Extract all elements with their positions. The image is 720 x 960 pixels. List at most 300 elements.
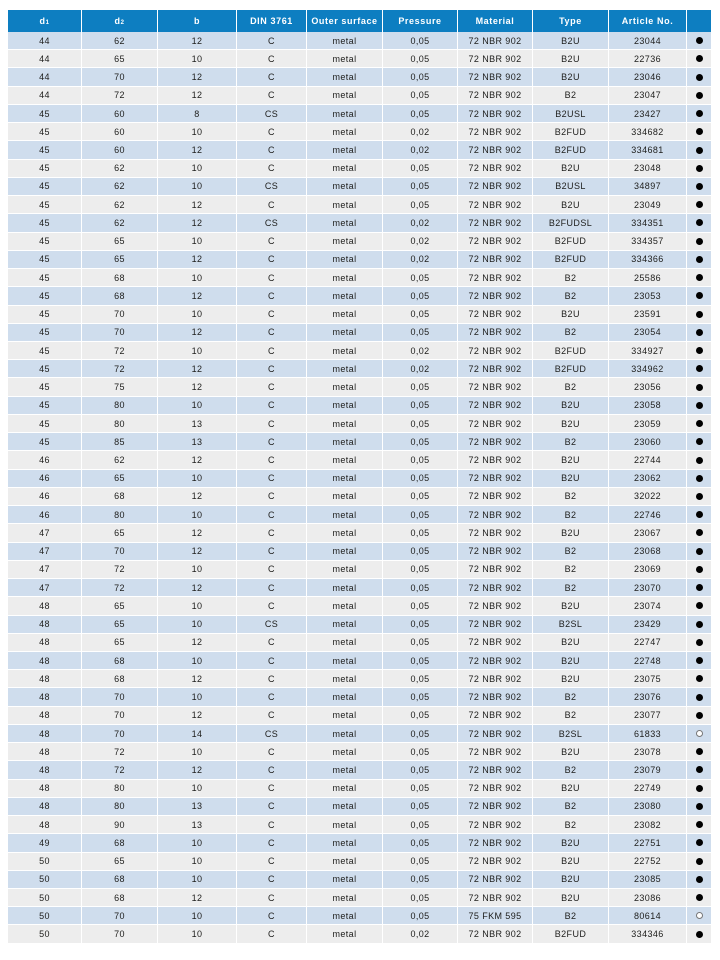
cell-outer-surface: metal — [307, 652, 383, 669]
cell-pressure: 0,05 — [383, 543, 458, 560]
cell-d1: 45 — [8, 233, 82, 250]
cell-article-no: 22751 — [609, 834, 687, 851]
cell-outer-surface: metal — [307, 178, 383, 195]
cell-pressure: 0,05 — [383, 378, 458, 395]
cell-article-no: 23076 — [609, 688, 687, 705]
cell-outer-surface: metal — [307, 141, 383, 158]
cell-pressure: 0,05 — [383, 397, 458, 414]
cell-d2: 60 — [82, 105, 158, 122]
availability-dot-filled-icon — [696, 675, 703, 682]
cell-pressure: 0,05 — [383, 433, 458, 450]
cell-d2: 65 — [82, 470, 158, 487]
cell-type: B2FUDSL — [533, 214, 609, 231]
cell-article-no: 23085 — [609, 871, 687, 888]
cell-din-3761: C — [237, 670, 307, 687]
cell-d1: 50 — [8, 853, 82, 870]
cell-outer-surface: metal — [307, 105, 383, 122]
cell-material: 72 NBR 902 — [458, 506, 533, 523]
cell-type: B2FUD — [533, 251, 609, 268]
cell-material: 72 NBR 902 — [458, 670, 533, 687]
cell-availability — [687, 871, 711, 888]
cell-outer-surface: metal — [307, 798, 383, 815]
cell-material: 72 NBR 902 — [458, 178, 533, 195]
column-header-outer-surface: Outer surface — [307, 10, 383, 32]
column-header-din-3761: DIN 3761 — [237, 10, 307, 32]
table-row — [8, 907, 711, 925]
cell-outer-surface: metal — [307, 342, 383, 359]
cell-article-no: 334681 — [609, 141, 687, 158]
availability-dot-filled-icon — [696, 493, 703, 500]
cell-din-3761: C — [237, 87, 307, 104]
table-row — [8, 415, 711, 433]
cell-d1: 45 — [8, 160, 82, 177]
cell-outer-surface: metal — [307, 761, 383, 778]
cell-availability — [687, 160, 711, 177]
cell-availability — [687, 451, 711, 468]
cell-article-no: 23086 — [609, 889, 687, 906]
cell-type: B2U — [533, 306, 609, 323]
cell-availability — [687, 907, 711, 924]
cell-b: 10 — [158, 853, 237, 870]
cell-availability — [687, 287, 711, 304]
cell-material: 72 NBR 902 — [458, 834, 533, 851]
cell-type: B2U — [533, 451, 609, 468]
cell-d2: 80 — [82, 780, 158, 797]
cell-article-no: 22736 — [609, 50, 687, 67]
availability-dot-filled-icon — [696, 402, 703, 409]
cell-pressure: 0,02 — [383, 123, 458, 140]
cell-type: B2 — [533, 561, 609, 578]
cell-din-3761: CS — [237, 178, 307, 195]
cell-article-no: 23044 — [609, 32, 687, 49]
cell-b: 10 — [158, 561, 237, 578]
cell-availability — [687, 798, 711, 815]
cell-d2: 62 — [82, 160, 158, 177]
cell-din-3761: C — [237, 470, 307, 487]
cell-d1: 50 — [8, 925, 82, 942]
cell-type: B2U — [533, 834, 609, 851]
table-row — [8, 233, 711, 251]
table-row — [8, 251, 711, 269]
cell-material: 72 NBR 902 — [458, 214, 533, 231]
cell-outer-surface: metal — [307, 397, 383, 414]
table-row — [8, 433, 711, 451]
cell-pressure: 0,05 — [383, 561, 458, 578]
cell-availability — [687, 688, 711, 705]
table-row — [8, 889, 711, 907]
table-row — [8, 196, 711, 214]
cell-outer-surface: metal — [307, 889, 383, 906]
cell-type: B2USL — [533, 105, 609, 122]
cell-d1: 45 — [8, 196, 82, 213]
cell-article-no: 23062 — [609, 470, 687, 487]
cell-d2: 70 — [82, 68, 158, 85]
cell-din-3761: C — [237, 506, 307, 523]
cell-type: B2FUD — [533, 360, 609, 377]
availability-dot-filled-icon — [696, 311, 703, 318]
cell-d2: 70 — [82, 907, 158, 924]
availability-dot-filled-icon — [696, 548, 703, 555]
cell-material: 72 NBR 902 — [458, 68, 533, 85]
cell-d1: 47 — [8, 543, 82, 560]
cell-type: B2 — [533, 907, 609, 924]
cell-article-no: 334962 — [609, 360, 687, 377]
cell-din-3761: C — [237, 141, 307, 158]
cell-pressure: 0,05 — [383, 488, 458, 505]
cell-article-no: 23429 — [609, 616, 687, 633]
cell-din-3761: C — [237, 451, 307, 468]
cell-availability — [687, 816, 711, 833]
cell-din-3761: C — [237, 579, 307, 596]
cell-d1: 48 — [8, 816, 82, 833]
cell-din-3761: C — [237, 761, 307, 778]
cell-pressure: 0,05 — [383, 415, 458, 432]
cell-d1: 45 — [8, 324, 82, 341]
availability-dot-filled-icon — [696, 584, 703, 591]
cell-d2: 72 — [82, 743, 158, 760]
cell-b: 13 — [158, 816, 237, 833]
table-row — [8, 743, 711, 761]
availability-dot-filled-icon — [696, 274, 703, 281]
cell-type: B2U — [533, 196, 609, 213]
cell-b: 12 — [158, 524, 237, 541]
availability-dot-filled-icon — [696, 384, 703, 391]
cell-type: B2U — [533, 524, 609, 541]
cell-availability — [687, 233, 711, 250]
column-header-pressure: Pressure — [383, 10, 458, 32]
cell-material: 72 NBR 902 — [458, 707, 533, 724]
cell-b: 10 — [158, 907, 237, 924]
cell-type: B2USL — [533, 178, 609, 195]
cell-d2: 68 — [82, 488, 158, 505]
availability-dot-filled-icon — [696, 165, 703, 172]
cell-article-no: 23054 — [609, 324, 687, 341]
availability-dot-filled-icon — [696, 256, 703, 263]
cell-d2: 90 — [82, 816, 158, 833]
cell-d1: 48 — [8, 725, 82, 742]
table-row — [8, 488, 711, 506]
cell-material: 72 NBR 902 — [458, 269, 533, 286]
cell-outer-surface: metal — [307, 853, 383, 870]
cell-b: 12 — [158, 324, 237, 341]
cell-din-3761: C — [237, 32, 307, 49]
cell-d1: 47 — [8, 561, 82, 578]
cell-din-3761: C — [237, 561, 307, 578]
cell-d1: 45 — [8, 105, 82, 122]
cell-b: 12 — [158, 707, 237, 724]
cell-d1: 45 — [8, 251, 82, 268]
table-row — [8, 506, 711, 524]
cell-pressure: 0,05 — [383, 68, 458, 85]
cell-pressure: 0,05 — [383, 816, 458, 833]
cell-pressure: 0,05 — [383, 50, 458, 67]
cell-b: 10 — [158, 834, 237, 851]
cell-pressure: 0,05 — [383, 670, 458, 687]
cell-d2: 62 — [82, 451, 158, 468]
cell-d1: 48 — [8, 634, 82, 651]
cell-b: 10 — [158, 123, 237, 140]
cell-outer-surface: metal — [307, 707, 383, 724]
cell-article-no: 23048 — [609, 160, 687, 177]
table-row — [8, 761, 711, 779]
cell-article-no: 23074 — [609, 597, 687, 614]
table-row — [8, 579, 711, 597]
table-row — [8, 725, 711, 743]
cell-outer-surface: metal — [307, 524, 383, 541]
cell-pressure: 0,05 — [383, 616, 458, 633]
cell-type: B2U — [533, 670, 609, 687]
cell-material: 72 NBR 902 — [458, 889, 533, 906]
cell-type: B2SL — [533, 725, 609, 742]
table-header-row — [8, 10, 711, 32]
table-row — [8, 834, 711, 852]
cell-pressure: 0,05 — [383, 178, 458, 195]
cell-pressure: 0,02 — [383, 251, 458, 268]
cell-d1: 45 — [8, 178, 82, 195]
cell-b: 10 — [158, 306, 237, 323]
cell-type: B2SL — [533, 616, 609, 633]
cell-availability — [687, 761, 711, 778]
cell-material: 72 NBR 902 — [458, 105, 533, 122]
availability-dot-open-icon — [696, 730, 703, 737]
cell-article-no: 23056 — [609, 378, 687, 395]
cell-d1: 44 — [8, 68, 82, 85]
cell-d2: 65 — [82, 233, 158, 250]
cell-b: 10 — [158, 178, 237, 195]
cell-material: 72 NBR 902 — [458, 597, 533, 614]
cell-din-3761: C — [237, 433, 307, 450]
cell-availability — [687, 378, 711, 395]
cell-d2: 80 — [82, 397, 158, 414]
availability-dot-filled-icon — [696, 55, 703, 62]
cell-din-3761: C — [237, 360, 307, 377]
cell-pressure: 0,05 — [383, 634, 458, 651]
cell-material: 72 NBR 902 — [458, 433, 533, 450]
cell-b: 10 — [158, 925, 237, 942]
availability-dot-filled-icon — [696, 37, 703, 44]
cell-availability — [687, 68, 711, 85]
cell-d1: 47 — [8, 579, 82, 596]
cell-article-no: 23078 — [609, 743, 687, 760]
cell-type: B2 — [533, 543, 609, 560]
cell-din-3761: C — [237, 324, 307, 341]
cell-material: 72 NBR 902 — [458, 324, 533, 341]
cell-d2: 62 — [82, 196, 158, 213]
availability-dot-filled-icon — [696, 785, 703, 792]
cell-type: B2 — [533, 378, 609, 395]
cell-din-3761: C — [237, 780, 307, 797]
table-row — [8, 269, 711, 287]
cell-availability — [687, 141, 711, 158]
cell-availability — [687, 597, 711, 614]
cell-article-no: 23591 — [609, 306, 687, 323]
cell-din-3761: CS — [237, 214, 307, 231]
column-header-d2: d $_2$ — [82, 10, 158, 32]
cell-outer-surface: metal — [307, 269, 383, 286]
cell-article-no: 22752 — [609, 853, 687, 870]
cell-material: 72 NBR 902 — [458, 141, 533, 158]
cell-article-no: 23059 — [609, 415, 687, 432]
cell-outer-surface: metal — [307, 725, 383, 742]
cell-pressure: 0,05 — [383, 834, 458, 851]
cell-din-3761: CS — [237, 105, 307, 122]
cell-type: B2U — [533, 32, 609, 49]
cell-din-3761: C — [237, 816, 307, 833]
availability-dot-filled-icon — [696, 876, 703, 883]
cell-type: B2 — [533, 688, 609, 705]
cell-material: 72 NBR 902 — [458, 451, 533, 468]
cell-material: 72 NBR 902 — [458, 160, 533, 177]
cell-pressure: 0,05 — [383, 743, 458, 760]
cell-material: 72 NBR 902 — [458, 725, 533, 742]
cell-outer-surface: metal — [307, 834, 383, 851]
cell-outer-surface: metal — [307, 506, 383, 523]
column-header-availability — [687, 10, 711, 32]
availability-dot-filled-icon — [696, 183, 703, 190]
cell-availability — [687, 889, 711, 906]
cell-d1: 45 — [8, 342, 82, 359]
availability-dot-filled-icon — [696, 365, 703, 372]
cell-availability — [687, 543, 711, 560]
cell-outer-surface: metal — [307, 378, 383, 395]
table-row — [8, 780, 711, 798]
cell-b: 13 — [158, 433, 237, 450]
cell-d1: 47 — [8, 524, 82, 541]
cell-outer-surface: metal — [307, 433, 383, 450]
cell-d1: 44 — [8, 50, 82, 67]
table-row — [8, 616, 711, 634]
cell-material: 72 NBR 902 — [458, 397, 533, 414]
cell-d2: 62 — [82, 32, 158, 49]
cell-d2: 60 — [82, 123, 158, 140]
cell-outer-surface: metal — [307, 470, 383, 487]
cell-material: 72 NBR 902 — [458, 87, 533, 104]
cell-article-no: 334346 — [609, 925, 687, 942]
availability-dot-filled-icon — [696, 457, 703, 464]
cell-availability — [687, 32, 711, 49]
cell-pressure: 0,05 — [383, 853, 458, 870]
cell-material: 72 NBR 902 — [458, 415, 533, 432]
cell-type: B2U — [533, 397, 609, 414]
cell-availability — [687, 324, 711, 341]
cell-d1: 50 — [8, 907, 82, 924]
cell-material: 72 NBR 902 — [458, 196, 533, 213]
cell-pressure: 0,05 — [383, 87, 458, 104]
cell-d2: 80 — [82, 798, 158, 815]
cell-availability — [687, 652, 711, 669]
cell-b: 10 — [158, 616, 237, 633]
table-row — [8, 925, 711, 943]
cell-availability — [687, 214, 711, 231]
cell-material: 72 NBR 902 — [458, 816, 533, 833]
cell-material: 72 NBR 902 — [458, 798, 533, 815]
cell-din-3761: C — [237, 251, 307, 268]
cell-d2: 65 — [82, 853, 158, 870]
availability-dot-filled-icon — [696, 110, 703, 117]
cell-material: 72 NBR 902 — [458, 871, 533, 888]
cell-d2: 68 — [82, 871, 158, 888]
cell-d2: 65 — [82, 251, 158, 268]
table-row — [8, 871, 711, 889]
cell-outer-surface: metal — [307, 415, 383, 432]
cell-material: 72 NBR 902 — [458, 287, 533, 304]
cell-type: B2 — [533, 488, 609, 505]
cell-material: 72 NBR 902 — [458, 743, 533, 760]
cell-d1: 46 — [8, 470, 82, 487]
cell-pressure: 0,05 — [383, 597, 458, 614]
cell-material: 72 NBR 902 — [458, 761, 533, 778]
cell-type: B2U — [533, 780, 609, 797]
table-row — [8, 306, 711, 324]
availability-dot-filled-icon — [696, 803, 703, 810]
cell-material: 72 NBR 902 — [458, 652, 533, 669]
cell-d2: 62 — [82, 214, 158, 231]
cell-material: 72 NBR 902 — [458, 561, 533, 578]
cell-pressure: 0,05 — [383, 306, 458, 323]
cell-article-no: 334357 — [609, 233, 687, 250]
cell-d2: 80 — [82, 415, 158, 432]
cell-outer-surface: metal — [307, 925, 383, 942]
availability-dot-filled-icon — [696, 475, 703, 482]
cell-din-3761: C — [237, 50, 307, 67]
cell-article-no: 22747 — [609, 634, 687, 651]
cell-din-3761: C — [237, 634, 307, 651]
cell-b: 13 — [158, 415, 237, 432]
cell-b: 10 — [158, 871, 237, 888]
cell-pressure: 0,05 — [383, 688, 458, 705]
cell-d2: 70 — [82, 925, 158, 942]
cell-pressure: 0,05 — [383, 105, 458, 122]
cell-din-3761: C — [237, 925, 307, 942]
cell-pressure: 0,05 — [383, 907, 458, 924]
cell-availability — [687, 743, 711, 760]
availability-dot-open-icon — [696, 912, 703, 919]
availability-dot-filled-icon — [696, 839, 703, 846]
cell-outer-surface: metal — [307, 160, 383, 177]
cell-b: 10 — [158, 597, 237, 614]
availability-dot-filled-icon — [696, 602, 703, 609]
cell-pressure: 0,05 — [383, 871, 458, 888]
cell-d1: 45 — [8, 287, 82, 304]
cell-availability — [687, 123, 711, 140]
cell-article-no: 23082 — [609, 816, 687, 833]
availability-dot-filled-icon — [696, 74, 703, 81]
cell-d2: 70 — [82, 707, 158, 724]
cell-availability — [687, 925, 711, 942]
cell-d2: 70 — [82, 688, 158, 705]
cell-pressure: 0,05 — [383, 524, 458, 541]
column-header-material: Material — [458, 10, 533, 32]
cell-din-3761: C — [237, 123, 307, 140]
cell-b: 10 — [158, 50, 237, 67]
cell-pressure: 0,05 — [383, 761, 458, 778]
cell-d2: 70 — [82, 324, 158, 341]
cell-din-3761: C — [237, 597, 307, 614]
cell-article-no: 23060 — [609, 433, 687, 450]
cell-b: 12 — [158, 32, 237, 49]
cell-article-no: 22746 — [609, 506, 687, 523]
cell-d1: 48 — [8, 670, 82, 687]
cell-pressure: 0,05 — [383, 287, 458, 304]
cell-availability — [687, 470, 711, 487]
cell-b: 10 — [158, 470, 237, 487]
cell-material: 72 NBR 902 — [458, 342, 533, 359]
cell-b: 13 — [158, 798, 237, 815]
cell-availability — [687, 561, 711, 578]
cell-type: B2U — [533, 415, 609, 432]
cell-outer-surface: metal — [307, 871, 383, 888]
cell-d2: 72 — [82, 87, 158, 104]
